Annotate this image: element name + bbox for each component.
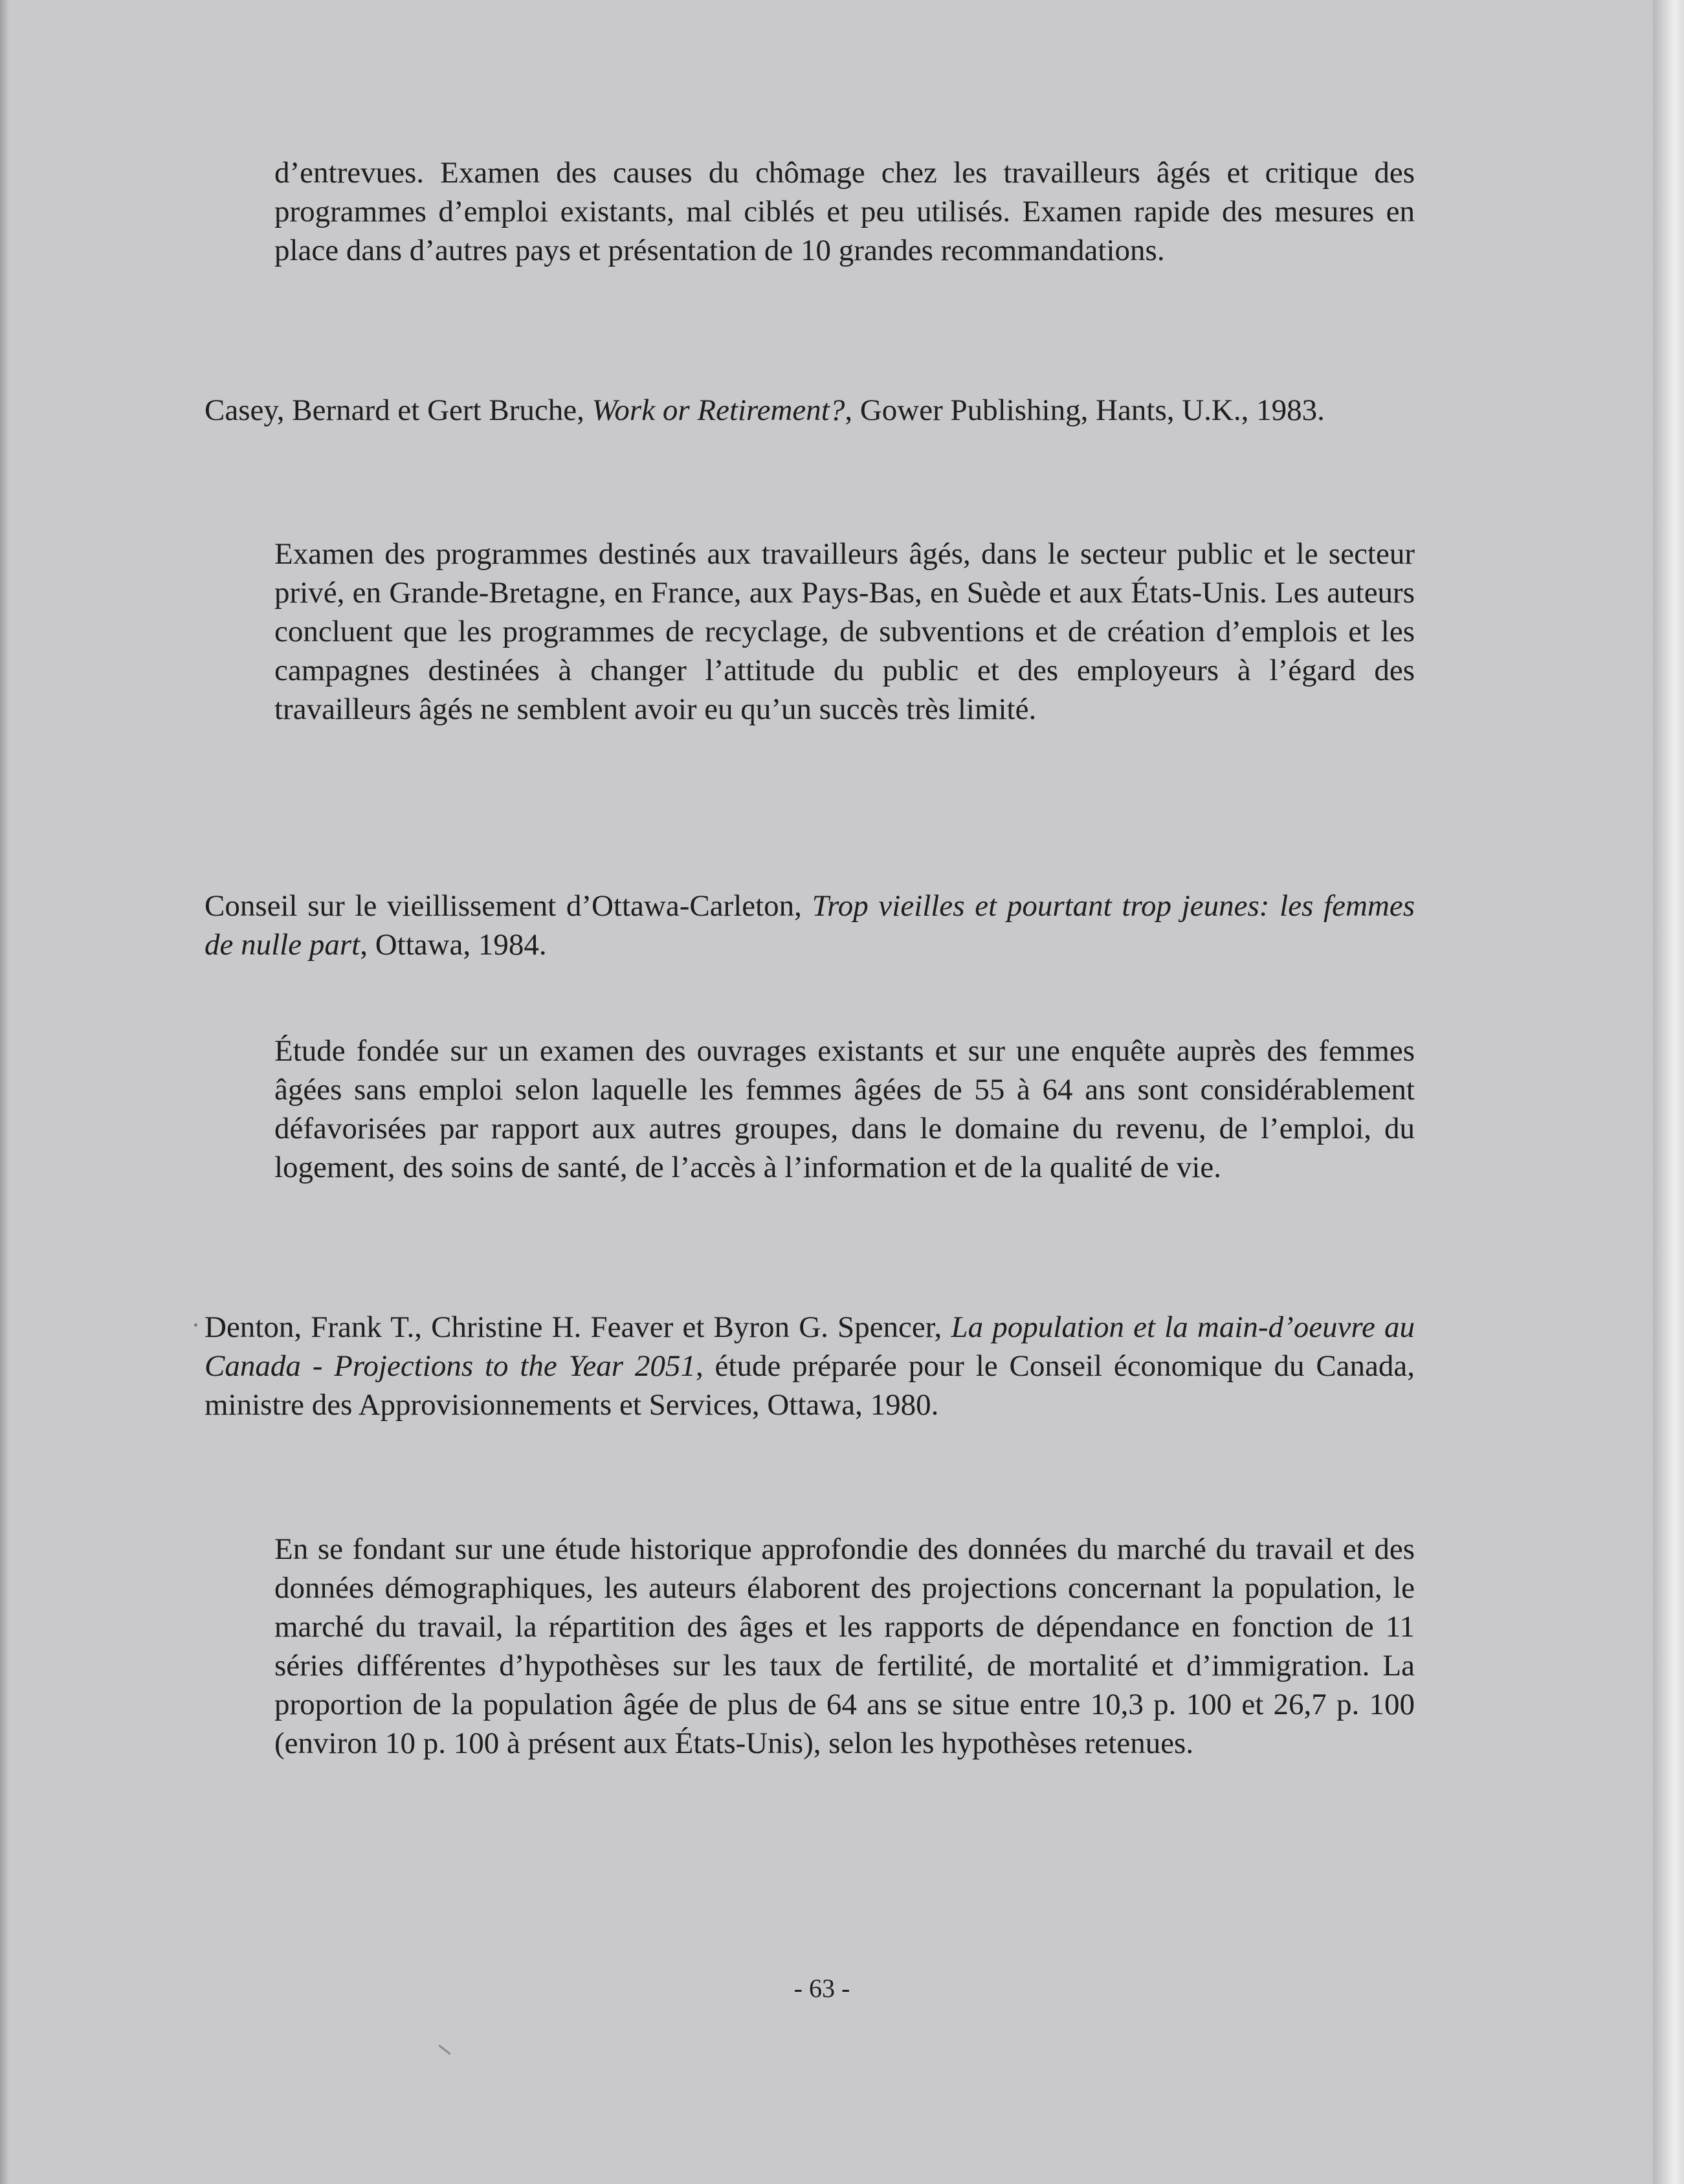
annotation-denton: En se fondant sur une étude historique approfondie des données du marché du travail et des données démographiques, les auteurs élaborent des projections concernant la population, le marché du travail, la répartition des âges et les rapports de dépendance en fonction de 11 séries différentes d’hypothèses sur les taux de fertilité, de mortalité et d’immigration. La proportion de la population âgée de plus de 64 ans se situe entre 10,3 p. 100 et 26,7 p. 100 (environ 10 p. 100 à présent aux États-Unis), selon les hypothèses retenues. <box>274 1532 1415 1760</box>
citation-denton-title: La population et la main-d’oeuvre au Canada - Projections to the Year 2051 <box>205 1310 1415 1383</box>
citation-conseil <box>205 887 1415 964</box>
citation-denton <box>205 1308 1415 1424</box>
citation-casey-title: Work or Retirement? <box>592 393 845 427</box>
stray-mark <box>438 2045 450 2055</box>
citation-conseil-authors: Conseil sur le vieillissement d’Ottawa-Carleton, <box>205 889 812 923</box>
citation-casey-publisher: , Gower Publishing, Hants, U.K., 1983. <box>845 393 1325 427</box>
citation-denton-authors: Denton, Frank T., Christine H. Feaver et Byron G. Spencer, <box>205 1310 951 1344</box>
citation-casey-authors: Casey, Bernard et Gert Bruche, <box>205 393 592 427</box>
annotation-casey: Examen des programmes destinés aux travailleurs âgés, dans le secteur public et le secteur privé, en Grande-Bretagne, en France, aux Pays-Bas, en Suède et aux États-Unis. Les auteurs concluent que les programmes de recyclage, de subventions et de création d’emplois et les campagnes destinées à changer l’attitude du public et des employeurs à l’égard des travailleurs âgés ne semblent avoir eu qu’un succès très limité. <box>274 537 1415 726</box>
page-left-shadow <box>0 0 9 2184</box>
page-right-edge <box>1653 0 1684 2184</box>
page-number: - 63 - <box>793 1974 850 2003</box>
annotation-continuation: d’entrevues. Examen des causes du chômage chez les travailleurs âgés et critique des programmes d’emploi existants, mal ciblés et peu utilisés. Examen rapide des mesures en place dans d’autres pays et présentation de 10 grandes recommandations. <box>274 156 1415 267</box>
citation-conseil-title: Trop vieilles et pourtant trop jeunes: les femmes de nulle part <box>205 889 1415 962</box>
stray-dot <box>194 1323 197 1327</box>
citation-conseil-publisher: , Ottawa, 1984. <box>360 928 547 962</box>
citation-denton-publisher: , étude préparée pour le Conseil économique du Canada, ministre des Approvisionnements et Services, Ottawa, 1980. <box>205 1349 1415 1422</box>
citation-casey <box>205 391 1415 430</box>
annotation-conseil: Étude fondée sur un examen des ouvrages existants et sur une enquête auprès des femmes âgées sans emploi selon laquelle les femmes âgées de 55 à 64 ans sont considérablement défavorisées par rapport aux autres groupes, dans le domaine du revenu, de l’emploi, du logement, des soins de santé, de l’accès à l’information et de la qualité de vie. <box>274 1034 1415 1184</box>
